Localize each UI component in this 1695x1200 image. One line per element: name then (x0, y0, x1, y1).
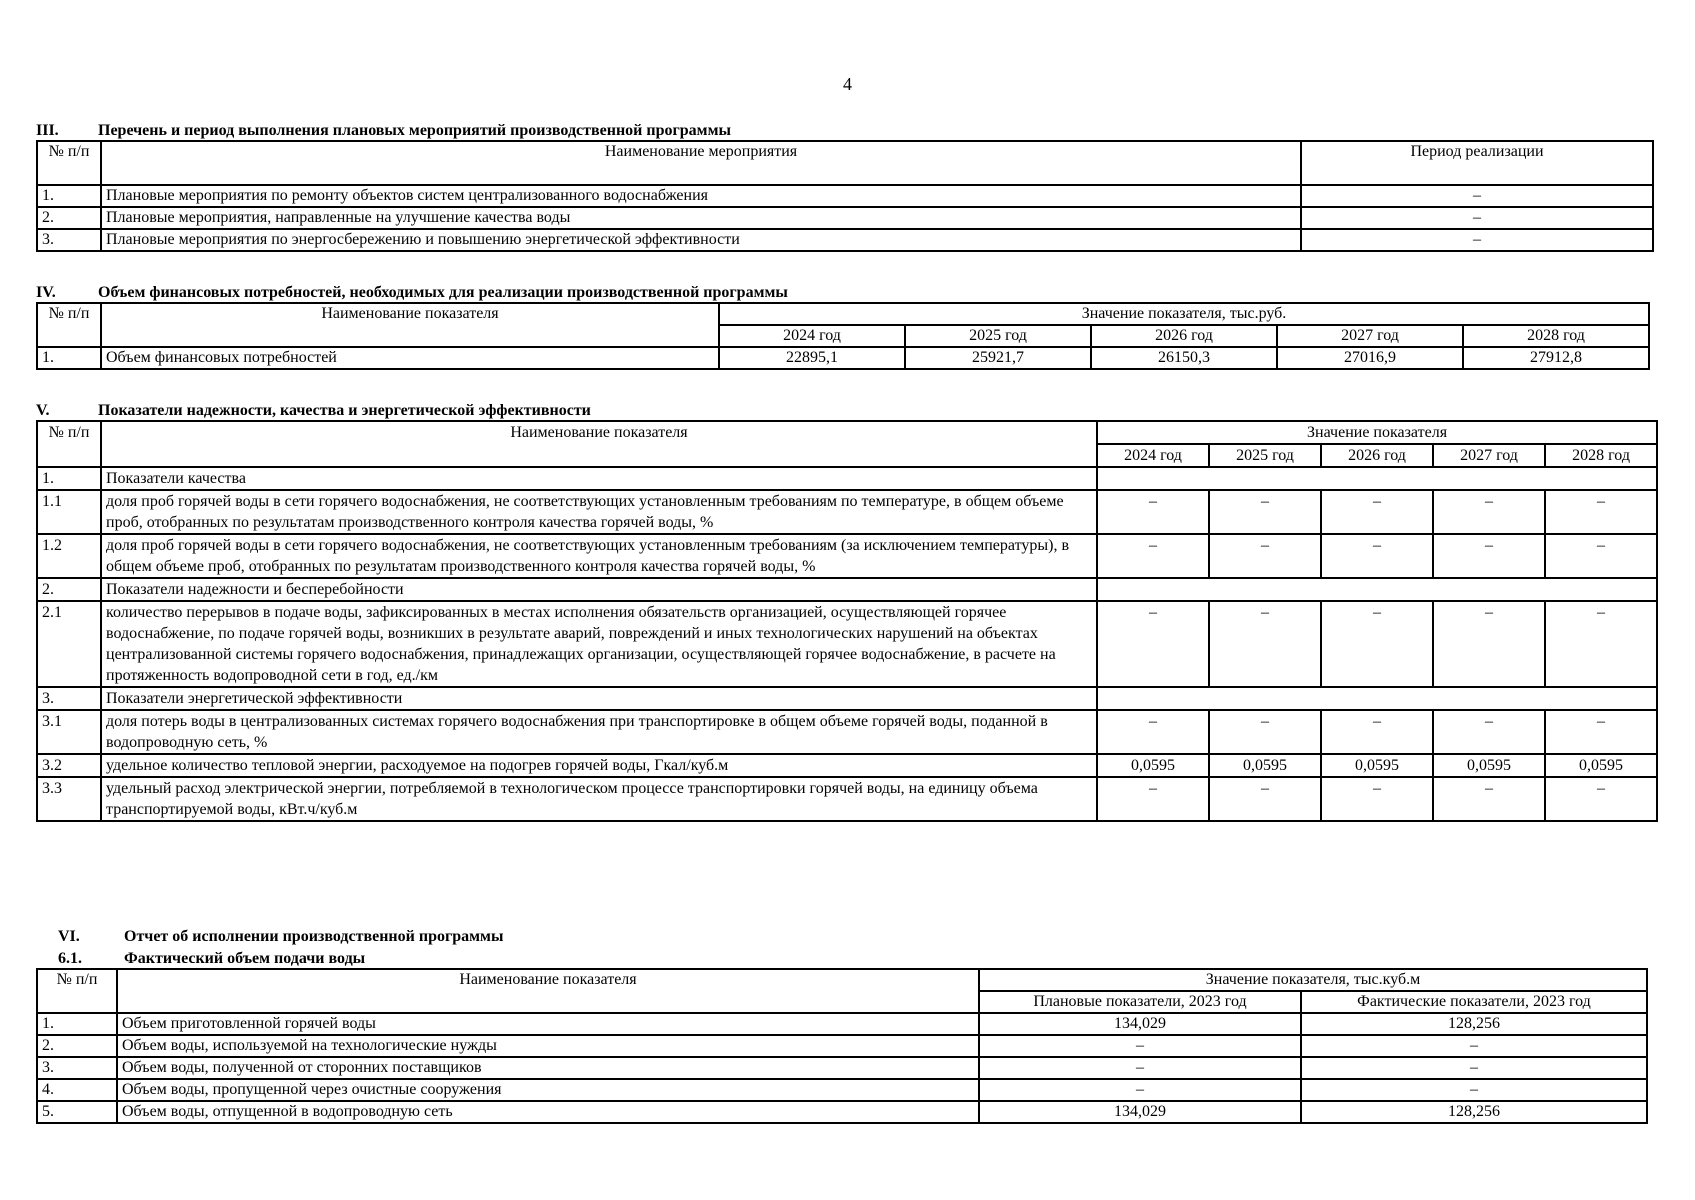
row-value: – (1433, 601, 1545, 687)
group-row (37, 578, 1657, 601)
row-value: – (1321, 710, 1433, 754)
row-name: Показатели энергетической эффективности (101, 687, 1097, 710)
section-6-1-heading (36, 950, 1648, 968)
row-no: 3. (37, 1057, 117, 1079)
table-row (37, 207, 1653, 229)
row-value: – (1097, 534, 1209, 578)
header-year: 2024 год (1097, 444, 1209, 467)
header-activity-name: Наименование мероприятия (101, 141, 1301, 185)
row-name: количество перерывов в подаче воды, зафиксированных в местах исполнения обязательств организацией, осуществляющей горячее водоснабжение, по подаче горячей воды, возникших в результате аварий, повреждений и иных технологических нарушений на объектах централизованной системы горячего водоснабжения, принадлежащих организации, осуществляющей горячее водоснабжение, в расчете на протяженность водопроводной сети в год, ед./км (101, 601, 1097, 687)
header-plan: Плановые показатели, 2023 год (979, 991, 1301, 1013)
section-6-heading (36, 928, 1648, 946)
row-no: 2. (37, 1035, 117, 1057)
row-fact: 128,256 (1301, 1013, 1647, 1035)
row-value: 27912,8 (1463, 347, 1649, 369)
row-plan: – (979, 1057, 1301, 1079)
row-value: – (1321, 490, 1433, 534)
row-no: 2. (37, 207, 101, 229)
row-plan: 134,029 (979, 1013, 1301, 1035)
section-3-title: Перечень и период выполнения плановых мероприятий производственной программы (98, 122, 731, 139)
row-value: – (1097, 490, 1209, 534)
table-row (37, 229, 1653, 251)
section-3-heading (36, 122, 1654, 140)
row-name: Объем воды, полученной от сторонних поставщиков (117, 1057, 979, 1079)
row-name: Плановые мероприятия, направленные на улучшение качества воды (101, 207, 1301, 229)
table-row (37, 534, 1657, 578)
row-name: доля проб горячей воды в сети горячего водоснабжения, не соответствующих установленным требованиям по температуре, в общем объеме проб, отобранных по результатам производственного контроля качества горячей воды, % (101, 490, 1097, 534)
row-value: – (1433, 777, 1545, 821)
row-name: удельное количество тепловой энергии, расходуемое на подогрев горячей воды, Гкал/куб.м (101, 754, 1097, 777)
row-value: 0,0595 (1545, 754, 1657, 777)
row-no: 3.2 (37, 754, 101, 777)
row-value: – (1321, 601, 1433, 687)
section-6-number: VI. (58, 928, 80, 945)
row-period: – (1301, 229, 1653, 251)
section-6-1-title: Фактический объем подачи воды (124, 950, 366, 967)
header-no: № п/п (37, 303, 101, 347)
row-value: – (1545, 777, 1657, 821)
header-year: 2026 год (1321, 444, 1433, 467)
row-name: доля проб горячей воды в сети горячего водоснабжения, не соответствующих установленным требованиям (за исключением температуры), в общем объеме проб, отобранных по результатам производственного контроля качества горячей воды, % (101, 534, 1097, 578)
group-row (37, 467, 1657, 490)
row-value: 27016,9 (1277, 347, 1463, 369)
table-row (37, 1035, 1647, 1057)
header-value: Значение показателя (1097, 421, 1657, 444)
header-period: Период реализации (1301, 141, 1653, 185)
row-value: 22895,1 (719, 347, 905, 369)
row-value: – (1545, 490, 1657, 534)
row-value: – (1433, 534, 1545, 578)
row-name: Показатели надежности и бесперебойности (101, 578, 1097, 601)
section-6-table (36, 968, 1648, 1124)
row-fact: 128,256 (1301, 1101, 1647, 1123)
row-no: 3. (37, 229, 101, 251)
header-year: 2027 год (1433, 444, 1545, 467)
empty-cell (1097, 687, 1657, 710)
header-year: 2026 год (1091, 325, 1277, 347)
row-value: 0,0595 (1097, 754, 1209, 777)
row-no: 1. (37, 1013, 117, 1035)
header-indicator-name: Наименование показателя (101, 421, 1097, 467)
row-name: Объем приготовленной горячей воды (117, 1013, 979, 1035)
row-name: Объем финансовых потребностей (101, 347, 719, 369)
row-no: 5. (37, 1101, 117, 1123)
row-value: – (1209, 490, 1321, 534)
row-plan: – (979, 1035, 1301, 1057)
section-4-title: Объем финансовых потребностей, необходимых для реализации производственной программы (98, 284, 788, 301)
row-value: – (1545, 601, 1657, 687)
row-value: – (1545, 710, 1657, 754)
section-3-number: III. (36, 122, 59, 139)
table-row (37, 601, 1657, 687)
row-value: – (1209, 777, 1321, 821)
section-5-heading (36, 402, 1658, 420)
section-4-table (36, 302, 1650, 370)
header-indicator-name: Наименование показателя (117, 969, 979, 1013)
header-year: 2025 год (1209, 444, 1321, 467)
table-row (37, 1079, 1647, 1101)
section-6-title: Отчет об исполнении производственной программы (124, 928, 504, 945)
empty-cell (1097, 467, 1657, 490)
header-year: 2027 год (1277, 325, 1463, 347)
row-value: 26150,3 (1091, 347, 1277, 369)
header-indicator-name: Наименование показателя (101, 303, 719, 347)
page-number: 4 (843, 74, 852, 94)
row-period: – (1301, 207, 1653, 229)
header-no: № п/п (37, 969, 117, 1013)
row-period: – (1301, 185, 1653, 207)
row-value: – (1545, 534, 1657, 578)
row-value: – (1097, 777, 1209, 821)
section-5 (36, 402, 1658, 822)
header-no: № п/п (37, 141, 101, 185)
row-name: Объем воды, используемой на технологические нужды (117, 1035, 979, 1057)
section-5-title: Показатели надежности, качества и энергетической эффективности (98, 402, 591, 419)
row-no: 2. (37, 578, 101, 601)
row-value: 25921,7 (905, 347, 1091, 369)
row-no: 1.1 (37, 490, 101, 534)
row-value: 0,0595 (1433, 754, 1545, 777)
section-4-number: IV. (36, 284, 56, 301)
table-row (37, 754, 1657, 777)
row-name: доля потерь воды в централизованных системах горячего водоснабжения при транспортировке в общем объеме горячей воды, поданной в водопроводную сеть, % (101, 710, 1097, 754)
header-year: 2028 год (1463, 325, 1649, 347)
row-name: Плановые мероприятия по ремонту объектов систем централизованного водоснабжения (101, 185, 1301, 207)
row-no: 1. (37, 347, 101, 369)
row-name: Плановые мероприятия по энергосбережению и повышению энергетической эффективности (101, 229, 1301, 251)
header-year: 2028 год (1545, 444, 1657, 467)
empty-cell (1097, 578, 1657, 601)
row-value: – (1321, 534, 1433, 578)
row-value: – (1433, 490, 1545, 534)
section-5-number: V. (36, 402, 50, 419)
row-value: – (1209, 710, 1321, 754)
row-value: – (1097, 710, 1209, 754)
row-no: 1. (37, 467, 101, 490)
header-value: Значение показателя, тыс.куб.м (979, 969, 1647, 991)
row-no: 4. (37, 1079, 117, 1101)
header-year: 2025 год (905, 325, 1091, 347)
table-row (37, 490, 1657, 534)
row-value: 0,0595 (1209, 754, 1321, 777)
row-value: – (1097, 601, 1209, 687)
row-value: – (1209, 601, 1321, 687)
row-value: 0,0595 (1321, 754, 1433, 777)
section-4-heading (36, 284, 1650, 302)
header-year: 2024 год (719, 325, 905, 347)
row-value: – (1209, 534, 1321, 578)
table-row (37, 1057, 1647, 1079)
section-3-table (36, 140, 1654, 252)
section-3 (36, 122, 1654, 252)
row-plan: 134,029 (979, 1101, 1301, 1123)
table-row (37, 1101, 1647, 1123)
row-no: 3.1 (37, 710, 101, 754)
table-row (37, 1013, 1647, 1035)
header-fact: Фактические показатели, 2023 год (1301, 991, 1647, 1013)
row-plan: – (979, 1079, 1301, 1101)
row-name: Объем воды, отпущенной в водопроводную сеть (117, 1101, 979, 1123)
row-no: 1.2 (37, 534, 101, 578)
row-name: удельный расход электрической энергии, потребляемой в технологическом процессе транспортировки горячей воды, на единицу объема транспортируемой воды, кВт.ч/куб.м (101, 777, 1097, 821)
section-4 (36, 284, 1650, 370)
row-fact: – (1301, 1079, 1647, 1101)
row-no: 3. (37, 687, 101, 710)
table-row (37, 185, 1653, 207)
section-6-1-number: 6.1. (58, 950, 82, 967)
header-no: № п/п (37, 421, 101, 467)
row-name: Показатели качества (101, 467, 1097, 490)
row-fact: – (1301, 1035, 1647, 1057)
row-value: – (1321, 777, 1433, 821)
row-no: 1. (37, 185, 101, 207)
section-6 (36, 928, 1648, 1124)
row-value: – (1433, 710, 1545, 754)
table-row (37, 710, 1657, 754)
row-no: 2.1 (37, 601, 101, 687)
row-fact: – (1301, 1057, 1647, 1079)
row-name: Объем воды, пропущенной через очистные сооружения (117, 1079, 979, 1101)
table-row (37, 777, 1657, 821)
group-row (37, 687, 1657, 710)
row-no: 3.3 (37, 777, 101, 821)
header-value: Значение показателя, тыс.руб. (719, 303, 1649, 325)
table-row (37, 347, 1649, 369)
section-5-table (36, 420, 1658, 822)
